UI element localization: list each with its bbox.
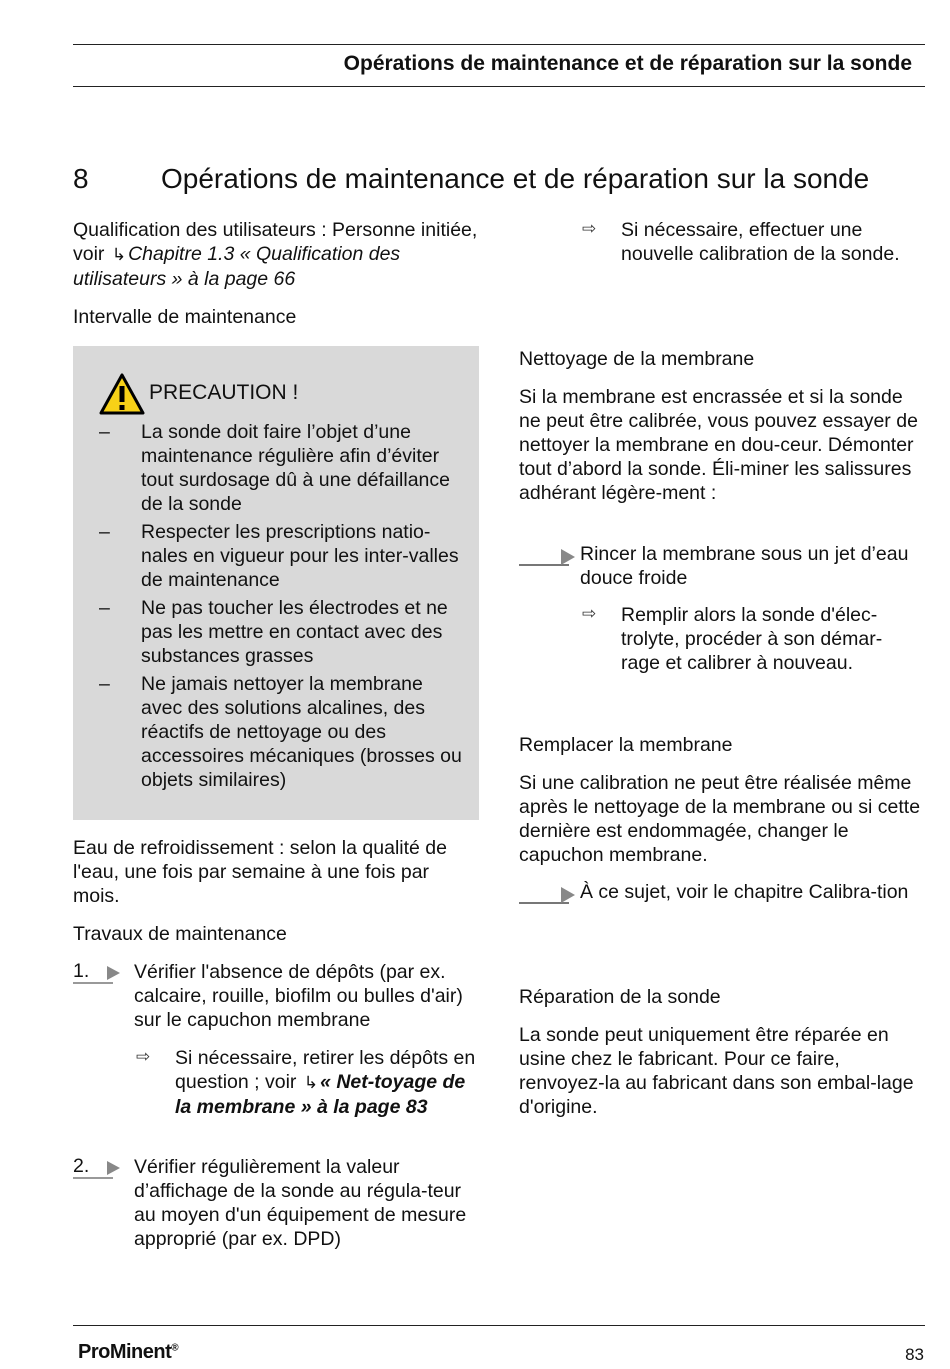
result-arrow-icon: ⇨ xyxy=(136,1047,151,1066)
footer-rule xyxy=(73,1325,925,1326)
replace-heading: Remplacer la membrane xyxy=(519,734,733,756)
cross-reference-icon: ↳ xyxy=(111,245,127,264)
step-arrow-bar xyxy=(73,982,113,984)
page-number: 83 xyxy=(905,1345,924,1364)
calibration-result: Si nécessaire, effectuer une nouvelle calibration de la sonde. xyxy=(621,219,900,265)
step-arrow-bar xyxy=(73,1177,113,1179)
dash-bullet: – xyxy=(99,673,110,695)
step-arrow-icon xyxy=(107,1161,120,1175)
step-text: Vérifier régulièrement la valeur d’affichage de la sonde au régula-teur au moyen d'un équipement de mesure approprié (par ex. DPD) xyxy=(134,1156,467,1250)
action-arrow-icon xyxy=(561,549,575,565)
interval-heading: Intervalle de maintenance xyxy=(73,306,297,328)
qualification-text: Personne initiée, voir xyxy=(73,219,478,265)
cleaning-paragraph: Si la membrane est encrassée et si la sonde ne peut être calibrée, vous pouvez essayer de nettoyer la membrane en dou-ceur. Démonter tout d’abord la sonde. Éli-miner les salissures adhérant légère-ment : xyxy=(519,386,918,504)
dash-bullet: – xyxy=(99,521,110,543)
result-arrow-icon: ⇨ xyxy=(582,219,597,238)
dash-bullet: – xyxy=(99,597,110,619)
chapter-number: 8 xyxy=(73,163,89,194)
cleaning-heading: Nettoyage de la membrane xyxy=(519,348,755,370)
warning-title: PRECAUTION ! xyxy=(149,380,299,404)
warning-triangle-icon xyxy=(99,373,145,420)
maintenance-work-heading: Travaux de maintenance xyxy=(73,923,287,945)
qualification-paragraph xyxy=(73,218,483,291)
replace-action: À ce sujet, voir le chapitre Calibra-tion xyxy=(580,881,909,903)
header-bottom-rule xyxy=(73,86,925,87)
result-arrow-icon: ⇨ xyxy=(582,604,597,623)
warning-list xyxy=(73,420,479,796)
prominent-logo: ProMinent® xyxy=(78,1341,179,1363)
action-arrow-icon xyxy=(561,887,575,903)
step-result: Si nécessaire, retirer les dépôts en question ; voir ↳ « Net-toyage de la membrane » à la page 83 xyxy=(175,1047,476,1118)
step-number: 1. xyxy=(73,960,90,982)
running-header: Opérations de maintenance et de réparation sur la sonde xyxy=(343,52,912,75)
step-number: 2. xyxy=(73,1155,90,1177)
dash-bullet: – xyxy=(99,421,110,443)
repair-heading: Réparation de la sonde xyxy=(519,986,721,1008)
step-arrow-icon xyxy=(107,966,120,980)
replace-paragraph: Si une calibration ne peut être réalisée même après le nettoyage de la membrane ou si cette dernière est endommagée, changer le capuchon membrane. xyxy=(519,772,921,866)
cooling-water-paragraph: Eau de refroidissement : selon la qualité de l'eau, une fois par semaine à une fois par mois. xyxy=(73,837,447,907)
header-top-rule xyxy=(73,44,925,45)
warning-item: – Respecter les prescriptions natio-nales en vigueur pour les inter-valles de maintenance xyxy=(99,521,459,591)
warning-item: – Ne jamais nettoyer la membrane avec des solutions alcalines, des réactifs de nettoyage ou des accessoires mécaniques (brosses ou objets similaires) xyxy=(99,673,462,791)
warning-item: – Ne pas toucher les électrodes et ne pas les mettre en contact avec des substances grasses xyxy=(99,597,448,667)
cleaning-result: Remplir alors la sonde d'élec-trolyte, procéder à son démar-rage et calibrer à nouveau. xyxy=(621,604,883,674)
qualification-label: Qualification des utilisateurs : xyxy=(73,219,327,241)
repair-paragraph: La sonde peut uniquement être réparée en usine chez le fabricant. Pour ce faire, renvoyez-la au fabricant dans son embal-lage d'origine. xyxy=(519,1024,914,1118)
qualification-link[interactable]: Chapitre 1.3 « Qualification des utilisateurs » à la page 66 xyxy=(73,243,401,290)
cleaning-link[interactable]: « Net-toyage de la membrane » à la page 83 xyxy=(175,1071,466,1118)
chapter-title: Opérations de maintenance et de réparation sur la sonde xyxy=(161,163,870,194)
cross-reference-icon: ↳ xyxy=(303,1073,319,1092)
cleaning-action: Rincer la membrane sous un jet d’eau douce froide xyxy=(580,543,909,589)
warning-item: – La sonde doit faire l’objet d’une maintenance régulière afin d’éviter tout surdosage dû à une défaillance de la sonde xyxy=(99,421,450,515)
warning-box xyxy=(73,346,479,820)
step-text: Vérifier l'absence de dépôts (par ex. calcaire, rouille, biofilm ou bulles d'air) sur le capuchon membrane xyxy=(134,961,463,1031)
warning-header xyxy=(99,373,298,420)
